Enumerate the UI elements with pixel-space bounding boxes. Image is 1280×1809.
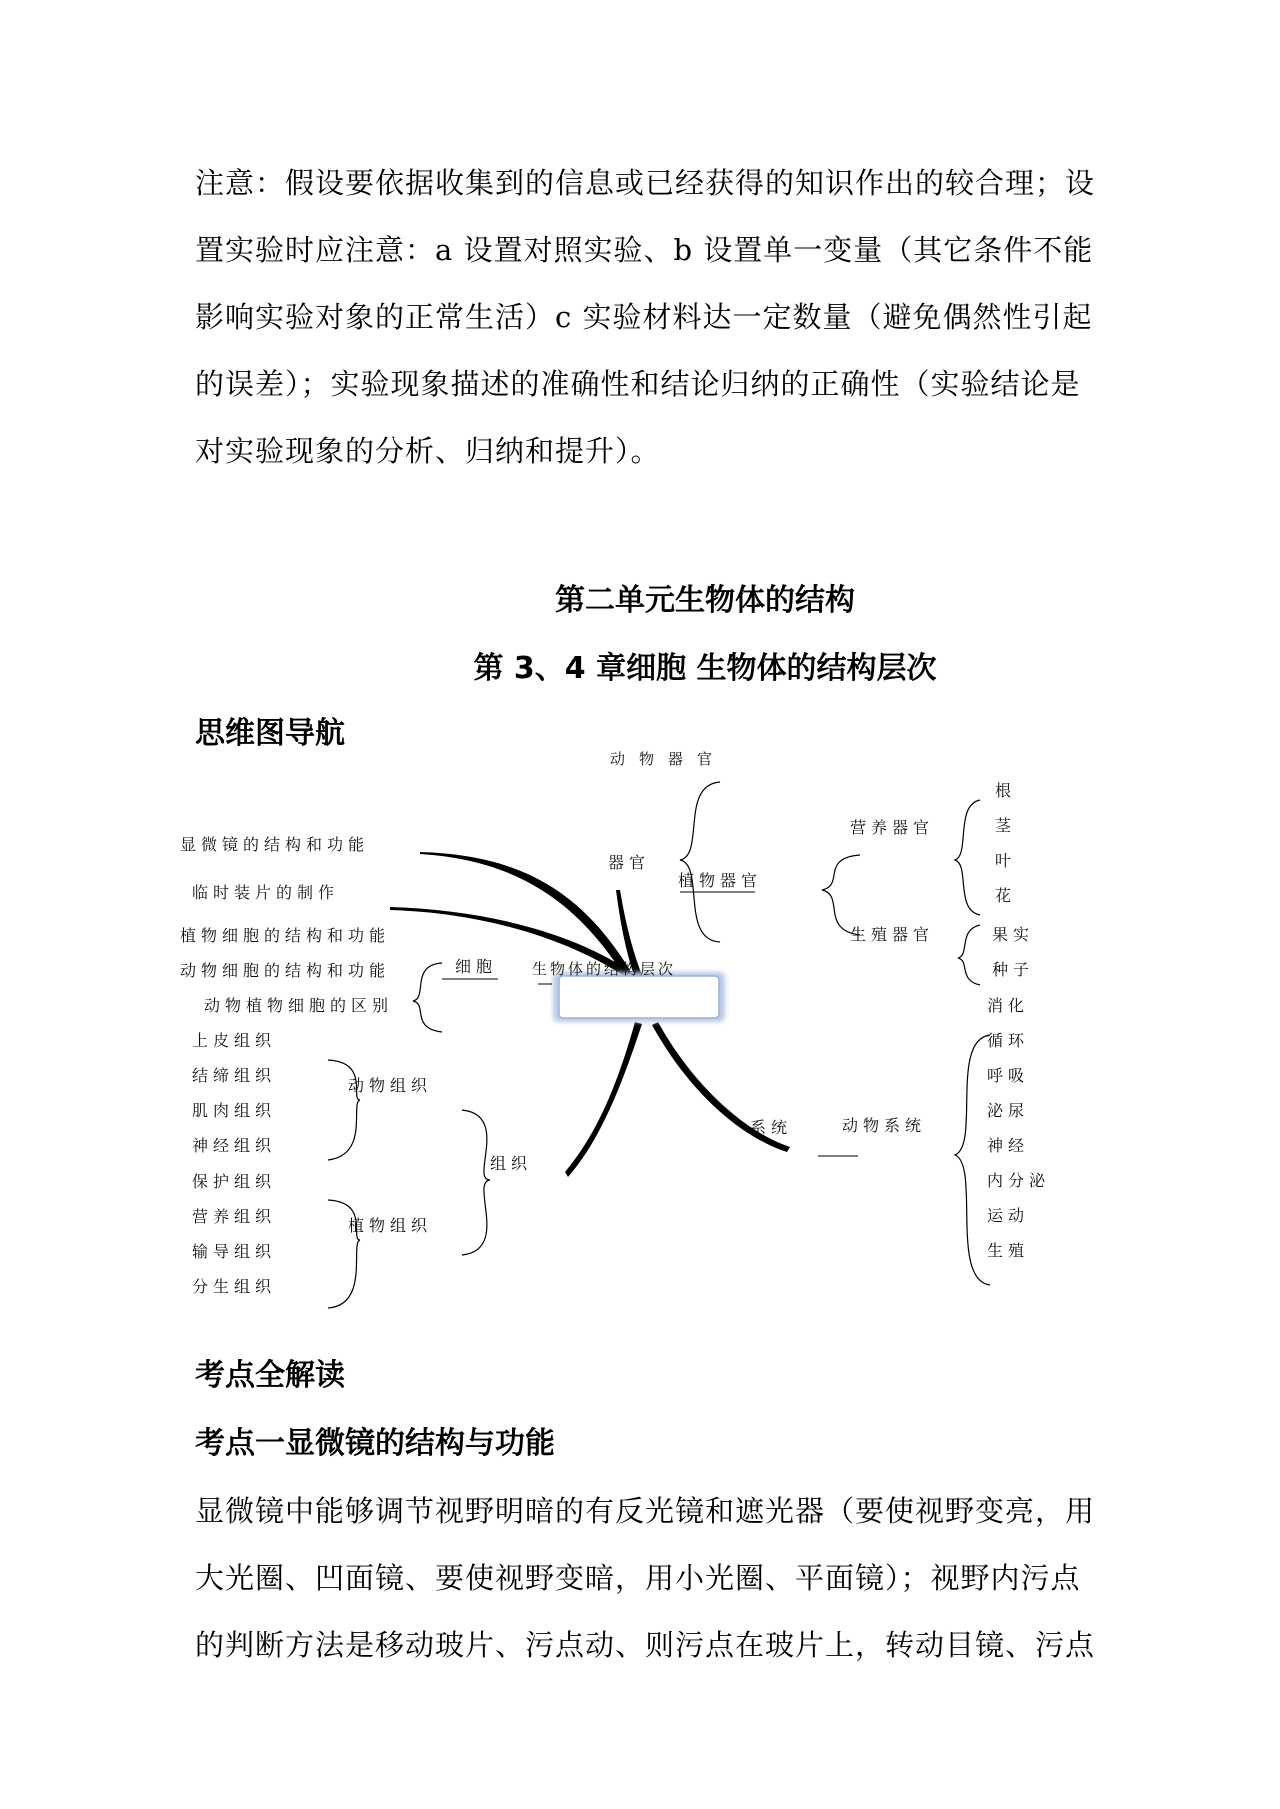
- nutrition-item: 茎: [995, 816, 1017, 835]
- intro-line: 置实验时应注意：a 设置对照实验、b 设置单一变量（其它条件不能: [195, 233, 1094, 267]
- nutrition-item: 叶: [995, 851, 1017, 870]
- plant-tissue-item: 保护组织: [192, 1172, 277, 1191]
- animal-tissue-item: 肌肉组织: [192, 1101, 277, 1120]
- top-cut-label: 动物器官: [610, 750, 727, 768]
- plant-tissue-item: 分生组织: [192, 1277, 277, 1296]
- system-item: 循环: [987, 1031, 1030, 1050]
- nutrition-item: 花: [995, 886, 1017, 905]
- intro-line: 对实验现象的分析、归纳和提升）。: [195, 434, 661, 468]
- tissue-bracket: [462, 1110, 490, 1255]
- nutrition-item: 根: [995, 781, 1017, 800]
- unit-title: 第二单元生物体的结构: [555, 583, 855, 618]
- reproductive-bracket: [958, 925, 980, 985]
- reproductive-item: 种子: [992, 960, 1035, 979]
- point1-heading: 考点一显微镜的结构与功能: [195, 1426, 555, 1461]
- cell-item: 植物细胞的结构和功能: [180, 926, 391, 945]
- system-bracket: [955, 1035, 990, 1285]
- point1-line: 的判断方法是移动玻片、污点动、则污点在玻片上，转动目镜、污点: [195, 1628, 1096, 1662]
- plant-tissue-item: 营养组织: [192, 1207, 277, 1226]
- system-label: 系统: [750, 1118, 793, 1137]
- mind-map-diagram: [180, 750, 1060, 1320]
- point1-line: 大光圈、凹面镜、要使视野变暗，用小光圈、平面镜）；视野内污点: [195, 1561, 1081, 1595]
- animal-tissue-item: 上皮组织: [192, 1031, 277, 1050]
- point1-paragraph: [195, 1478, 1095, 1679]
- slide-label: 临时装片的制作: [192, 883, 340, 902]
- microscope-label: 显微镜的结构和功能: [180, 835, 370, 854]
- system-item: 泌尿: [987, 1101, 1030, 1120]
- nutrition-organ-label: 营养器官: [850, 818, 935, 837]
- center-node: [532, 960, 725, 1022]
- chapter-title: 第 3、4 章细胞 生物体的结构层次: [473, 651, 937, 686]
- exam-heading: 考点全解读: [195, 1358, 345, 1393]
- reproductive-organ-label: 生殖器官: [850, 925, 935, 944]
- nutrition-bracket: [955, 800, 980, 915]
- intro-line: 影响实验对象的正常生活）c 实验材料达一定数量（避免偶然性引起: [195, 300, 1093, 334]
- mindmap-heading: 思维图导航: [195, 716, 345, 751]
- animal-tissue-bracket: [328, 1060, 360, 1160]
- system-item: 呼吸: [987, 1066, 1030, 1085]
- plant-organ-label: 植物器官: [678, 871, 763, 890]
- cell-bracket: [413, 963, 442, 1032]
- animal-system-label: 动物系统: [842, 1116, 927, 1135]
- center-label: 生物体的结构层次: [532, 960, 677, 978]
- reproductive-item: 果实: [992, 925, 1035, 944]
- organ-bracket: [680, 782, 720, 942]
- plant-tissue-label: 植物组织: [348, 1216, 433, 1235]
- cell-item: 动物植物细胞的区别: [204, 996, 394, 1015]
- intro-line: 的误差）；实验现象描述的准确性和结论归纳的正确性（实验结论是: [195, 367, 1081, 401]
- organ-label: 器官: [608, 853, 651, 872]
- animal-tissue-item: 神经组织: [192, 1136, 277, 1155]
- animal-tissue-item: 结缔组织: [192, 1066, 277, 1085]
- cell-label: 细胞: [455, 957, 498, 976]
- cell-item: 动物细胞的结构和功能: [180, 961, 391, 980]
- animal-tissue-label: 动物组织: [348, 1076, 433, 1095]
- system-item: 运动: [987, 1206, 1030, 1225]
- system-item: 内分泌: [987, 1171, 1051, 1190]
- organ-sub-bracket: [822, 855, 860, 935]
- branch-tissue: [565, 1022, 642, 1177]
- point1-line: 显微镜中能够调节视野明暗的有反光镜和遮光器（要使视野变亮，用: [195, 1494, 1096, 1528]
- plant-tissue-item: 输导组织: [192, 1242, 277, 1261]
- tissue-label: 组织: [490, 1154, 533, 1173]
- intro-line: 注意：假设要依据收集到的信息或已经获得的知识作出的较合理；设: [195, 166, 1096, 200]
- system-item: 神经: [987, 1136, 1030, 1155]
- intro-paragraph: [195, 150, 1095, 485]
- system-item: 生殖: [987, 1241, 1030, 1260]
- system-item: 消化: [987, 996, 1030, 1015]
